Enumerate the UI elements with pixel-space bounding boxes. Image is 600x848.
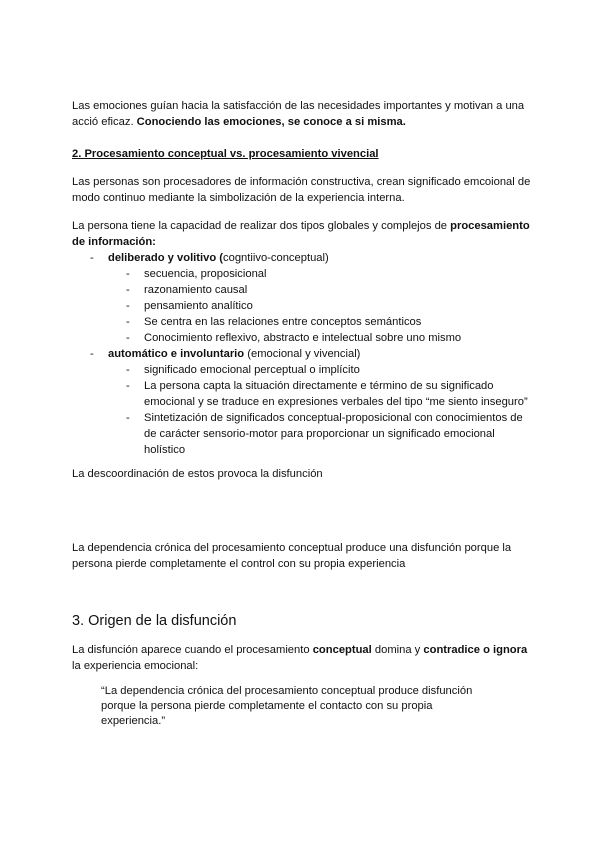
- s3-line-1-c: domina y: [371, 644, 424, 656]
- sub-item-line: holístico: [144, 444, 186, 456]
- sub-item-text: pensamiento analítico: [144, 300, 253, 312]
- s3-line-1: [72, 642, 532, 658]
- sub-item-line: emocional y se traduce en expresiones verbales del tipo “me siento inseguro”: [144, 396, 528, 408]
- list-dash: -: [90, 252, 94, 264]
- sub-item-text: razonamiento causal: [144, 284, 248, 296]
- sub-item-line: Sintetización de significados conceptual-proposicional con conocimientos de: [144, 412, 523, 424]
- sub-dash: -: [126, 380, 130, 392]
- sub-item: [72, 330, 532, 346]
- sub-item: [72, 314, 532, 330]
- intro-line-2-text: acció eficaz.: [72, 116, 137, 128]
- s2p2-line-1-text: La persona tiene la capacidad de realizar dos tipos globales y complejos de: [72, 220, 451, 232]
- intro-line-2: [72, 114, 532, 130]
- sub-item: [72, 410, 532, 458]
- sub-item: [72, 282, 532, 298]
- s2p2-line-1-bold: procesamiento: [450, 220, 530, 232]
- sub-item-line: La persona capta la situación directamente e término de su significado: [144, 380, 494, 392]
- sub-item: [72, 266, 532, 282]
- quote-line-3: experiencia.”: [101, 715, 166, 727]
- sub-dash: -: [126, 284, 130, 296]
- type-item-automatico: [72, 346, 532, 362]
- section-3-title-text: 3. Origen de la disfunción: [72, 613, 237, 629]
- sub-item: [72, 298, 532, 314]
- type-deliberado-rest: cogntiivo-conceptual): [223, 252, 329, 264]
- sub-item-text: secuencia, proposicional: [144, 268, 267, 280]
- intro-line-1: Las emociones guían hacia la satisfacción de las necesidades importantes y motivan a una: [72, 100, 525, 112]
- sub-item-text: Se centra en las relaciones entre conceptos semánticos: [144, 316, 422, 328]
- sub-dash: -: [126, 268, 130, 280]
- section-3-title: [72, 612, 532, 630]
- dependencia-line-2: persona pierde completamente el control con su propia experiencia: [72, 558, 406, 570]
- s3-line-2: la experiencia emocional:: [72, 660, 199, 672]
- quote-line-1: “La dependencia crónica del procesamiento conceptual produce disfunción: [101, 685, 473, 697]
- section-2-title-text: 2. Procesamiento conceptual vs. procesamiento vivencial: [72, 148, 379, 160]
- sub-item-line: de carácter sensorio-motor para proporcionar un significado emocional: [144, 428, 495, 440]
- dependencia-paragraph: [72, 540, 532, 572]
- dependencia-line-1: La dependencia crónica del procesamiento conceptual produce una disfunción porque la: [72, 542, 512, 554]
- s2p2-line-1: [72, 218, 532, 234]
- s3-line-1-b: conceptual: [312, 644, 372, 656]
- type-deliberado-bold: deliberado y volitivo (: [108, 252, 224, 264]
- s2p1-line-2: modo continuo mediante la simbolización de la experiencia interna.: [72, 192, 405, 204]
- sub-item: [72, 362, 532, 378]
- sub-item-text: Conocimiento reflexivo, abstracto e intelectual sobre uno mismo: [144, 332, 462, 344]
- sub-dash: -: [126, 412, 130, 424]
- sub-dash: -: [126, 316, 130, 328]
- list-dash: -: [90, 348, 94, 360]
- type-item-deliberado: [72, 250, 532, 266]
- quote-block: [101, 684, 521, 729]
- type-automatico-bold: automático e involuntario: [108, 348, 245, 360]
- s3-line-1-d: contradice o ignora: [423, 644, 528, 656]
- s2p2-line-2: [72, 234, 532, 250]
- processing-types-list: [72, 250, 532, 458]
- section-3-paragraph: [72, 642, 532, 674]
- s2p1-line-1: Las personas son procesadores de información constructiva, crean significado emcoional de: [72, 176, 531, 188]
- section-2-paragraph-1: [72, 174, 532, 206]
- sub-dash: -: [126, 364, 130, 376]
- quote-line-2: porque la persona pierde completamente el contacto con su propia: [101, 700, 433, 712]
- descoordinacion-text: La descoordinación de estos provoca la disfunción: [72, 468, 323, 480]
- sub-item: [72, 378, 532, 410]
- type-automatico-rest: (emocional y vivencial): [244, 348, 361, 360]
- sub-dash: -: [126, 300, 130, 312]
- s3-line-1-a: La disfunción aparece cuando el procesamiento: [72, 644, 313, 656]
- sub-item-text: significado emocional perceptual o implícito: [144, 364, 360, 376]
- sub-dash: -: [126, 332, 130, 344]
- section-2-paragraph-2: [72, 218, 532, 458]
- intro-paragraph: [72, 98, 532, 130]
- descoordinacion-paragraph: [72, 466, 532, 482]
- intro-line-2-bold: Conociendo las emociones, se conoce a si misma.: [136, 116, 406, 128]
- section-2-title: [72, 146, 532, 162]
- s2p2-line-2-bold: de información:: [72, 236, 156, 248]
